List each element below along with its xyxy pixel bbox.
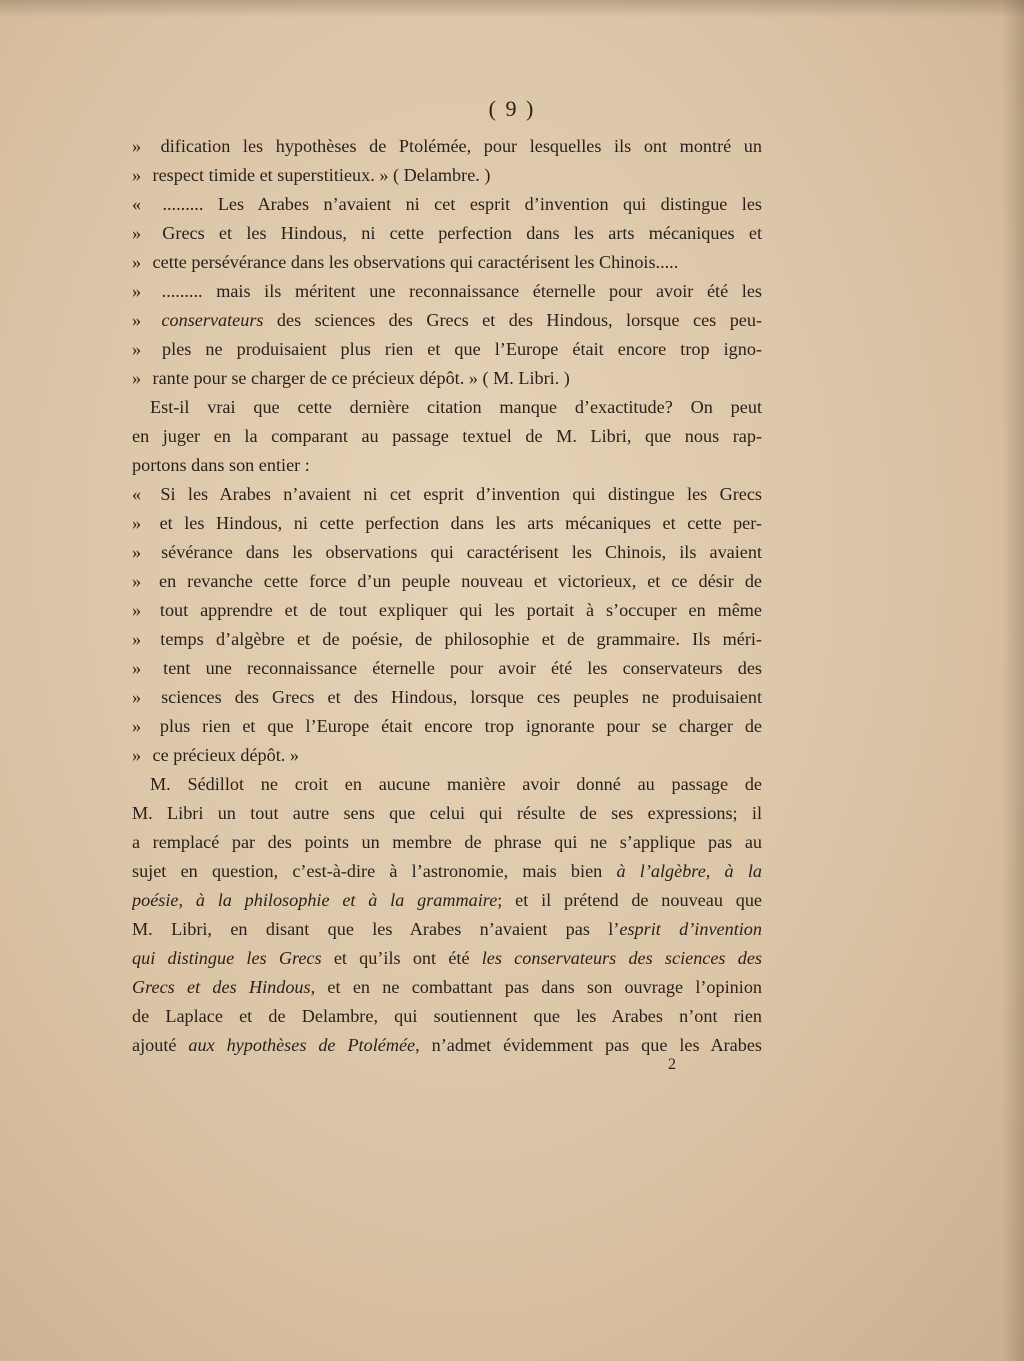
quote-mark: » — [132, 281, 142, 301]
quote-mark: » — [132, 687, 142, 707]
text-line: Est-il vrai que cette dernière citation manque d’exactitude? On peut — [150, 397, 762, 417]
italic-phrase: poésie, à la philosophie et à la grammaire — [132, 890, 498, 910]
italic-phrase: à l’algèbre, à la — [616, 861, 762, 881]
quote-mark: » — [132, 542, 142, 562]
quote-mark: » — [132, 252, 142, 272]
text-line: M. Sédillot ne croit en aucune manière avoir donné au passage de — [150, 774, 762, 794]
italic-phrase: Grecs et des Hindous — [132, 977, 311, 997]
italic-phrase: qui distingue les Grecs — [132, 948, 322, 968]
page-top-shadow — [0, 0, 1024, 18]
quote-mark: » — [132, 310, 142, 330]
text-line: » en revanche cette force d’un peuple nouveau et victorieux, et ce désir de — [132, 567, 762, 596]
quote-mark: » — [132, 716, 142, 736]
text-line: portons dans son entier : — [132, 455, 310, 475]
page-number: ( 9 ) — [488, 96, 536, 121]
italic-phrase: conservateurs — [161, 310, 264, 330]
text-line: » et les Hindous, ni cette perfection dans les arts mécaniques et cette per- — [132, 509, 762, 538]
text-line: a remplacé par des points un membre de phrase qui ne s’applique pas au — [132, 832, 762, 852]
text-line: » dification les hypothèses de Ptolémée, pour lesquelles ils ont montré un — [132, 132, 762, 161]
italic-phrase: les conservateurs des sciences des — [481, 948, 762, 968]
text-line: sujet en question, c’est-à-dire à l’astronomie, mais bien à l’algèbre, à la — [132, 861, 762, 881]
text-line: Grecs et des Hindous, et en ne combattant pas dans son ouvrage l’opinion — [132, 977, 762, 997]
signature-mark: 2 — [668, 1056, 676, 1073]
italic-phrase: aux hypothèses de Ptolémée — [188, 1035, 416, 1055]
quote-mark: » — [132, 339, 142, 359]
quote-mark: » — [132, 513, 142, 533]
text-line: » Grecs et les Hindous, ni cette perfection dans les arts mécaniques et — [132, 219, 762, 248]
text-line: en juger en la comparant au passage textuel de M. Libri, que nous rap- — [132, 426, 762, 446]
text-line: » ce précieux dépôt. » — [132, 741, 762, 770]
text-line: de Laplace et de Delambre, qui soutiennent que les Arabes n’ont rien — [132, 1006, 762, 1026]
text-line: qui distingue les Grecs et qu’ils ont été les conservateurs des sciences des — [132, 948, 762, 968]
quote-mark: « — [132, 484, 142, 504]
quote-mark: » — [132, 600, 142, 620]
text-line: » temps d’algèbre et de poésie, de philosophie et de grammaire. Ils méri- — [132, 625, 762, 654]
text-line: » cette persévérance dans les observations qui caractérisent les Chinois..... — [132, 248, 762, 277]
text-line: » ples ne produisaient plus rien et que l’Europe était encore trop igno- — [132, 335, 762, 364]
text-line: » rante pour se charger de ce précieux dépôt. » ( M. Libri. ) — [132, 364, 762, 393]
text-line: » tent une reconnaissance éternelle pour avoir été les conservateurs des — [132, 654, 762, 683]
text-line: M. Libri un tout autre sens que celui qui résulte de ses expressions; il — [132, 803, 762, 823]
text-line: » sciences des Grecs et des Hindous, lorsque ces peuples ne produisaient — [132, 683, 762, 712]
text-line: « ......... Les Arabes n’avaient ni cet esprit d’invention qui distingue les — [132, 190, 762, 219]
quote-mark: » — [132, 136, 142, 156]
text-line: M. Libri, en disant que les Arabes n’avaient pas l’esprit d’invention — [132, 919, 762, 939]
page-right-shadow — [1002, 0, 1024, 1361]
text-line: » conservateurs des sciences des Grecs et des Hindous, lorsque ces peu- — [132, 306, 762, 335]
body-text — [132, 132, 762, 1060]
text-line: » plus rien et que l’Europe était encore trop ignorante pour se charger de — [132, 712, 762, 741]
quote-mark: « — [132, 194, 142, 214]
quote-mark: » — [132, 658, 142, 678]
quote-mark: » — [132, 368, 142, 388]
text-line: poésie, à la philosophie et à la grammaire; et il prétend de nouveau que — [132, 890, 762, 910]
quote-mark: » — [132, 571, 142, 591]
quote-mark: » — [132, 629, 142, 649]
text-line: » ......... mais ils méritent une reconnaissance éternelle pour avoir été les — [132, 277, 762, 306]
quote-mark: » — [132, 223, 142, 243]
text-line: « Si les Arabes n’avaient ni cet esprit d’invention qui distingue les Grecs — [132, 480, 762, 509]
text-line: » tout apprendre et de tout expliquer qui les portait à s’occuper en même — [132, 596, 762, 625]
text-line: ajouté aux hypothèses de Ptolémée, n’admet évidemment pas que les Arabes — [132, 1035, 762, 1055]
text-line: » respect timide et superstitieux. » ( Delambre. ) — [132, 161, 762, 190]
italic-phrase: esprit d’invention — [619, 919, 762, 939]
quote-mark: » — [132, 745, 142, 765]
quote-mark: » — [132, 165, 142, 185]
text-line: » sévérance dans les observations qui caractérisent les Chinois, ils avaient — [132, 538, 762, 567]
